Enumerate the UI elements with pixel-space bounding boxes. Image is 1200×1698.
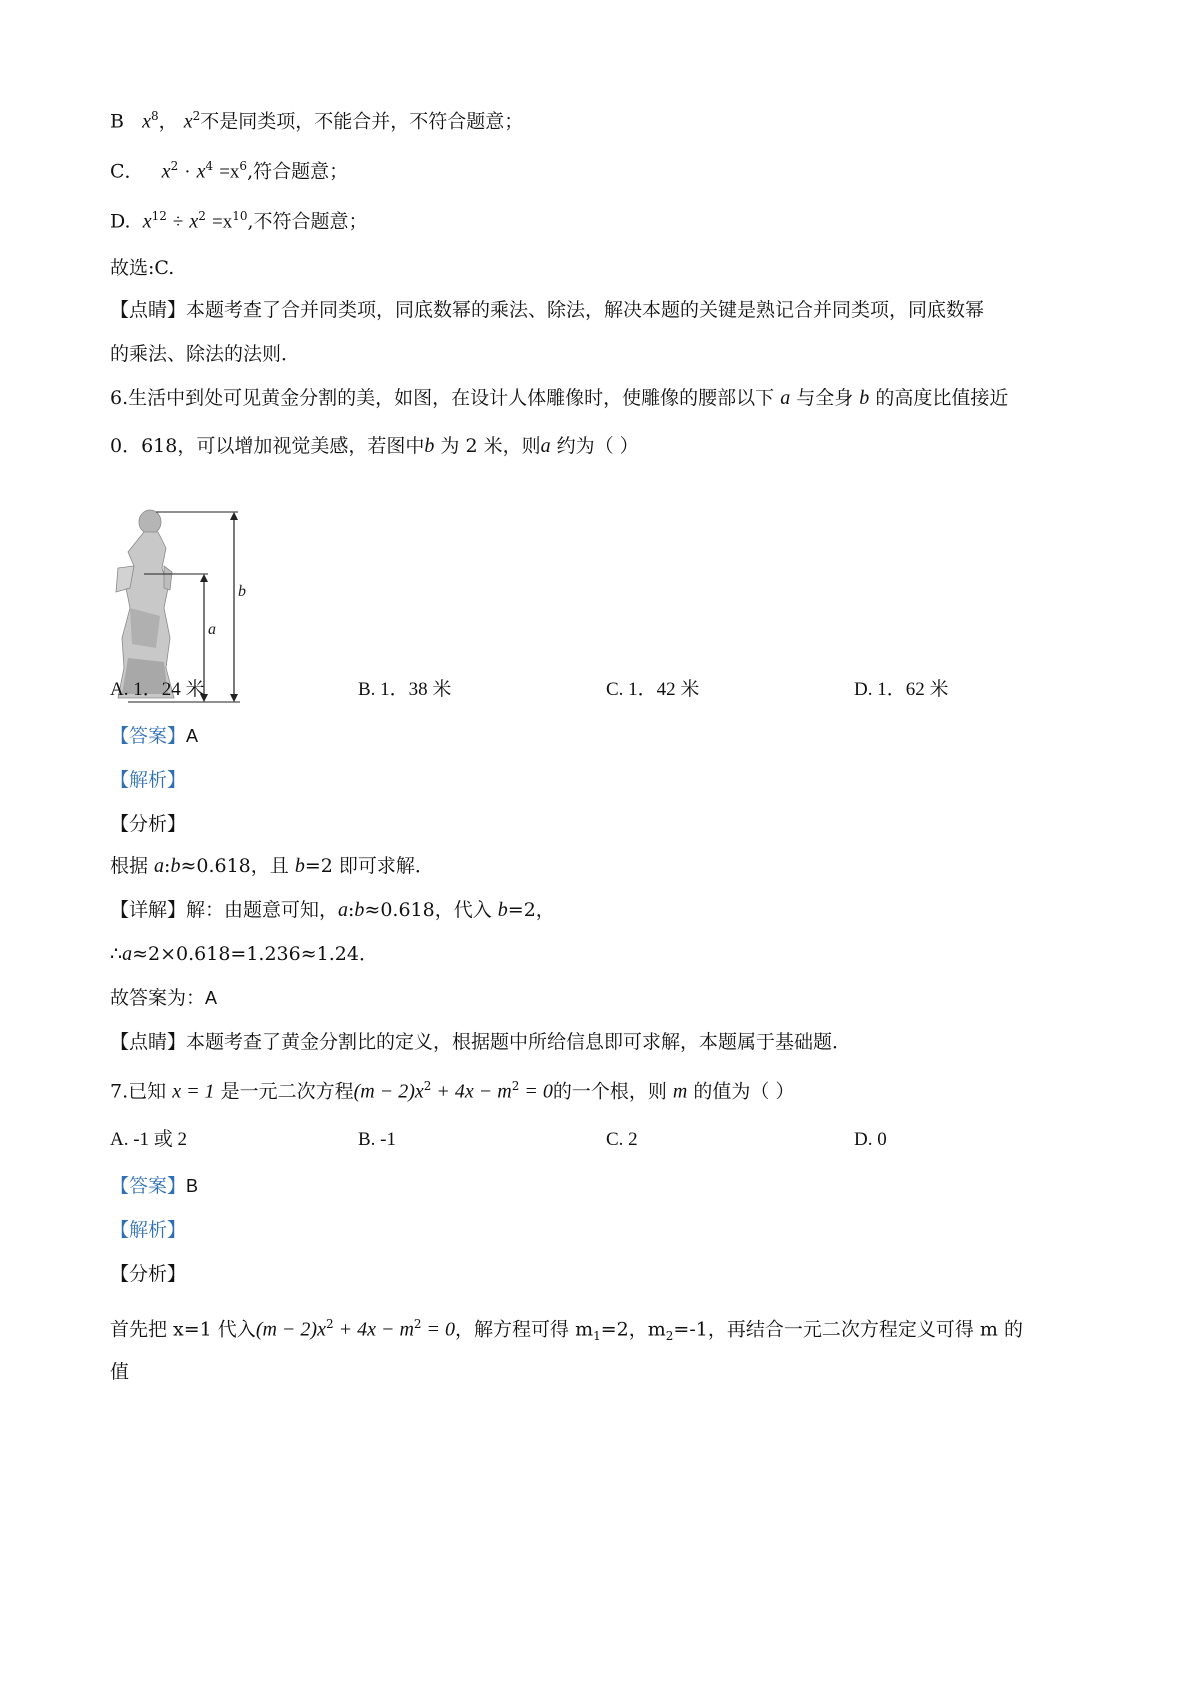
figure-label-a: a (208, 621, 216, 638)
equals-result: =x (211, 211, 233, 233)
q7-fenxi-text (110, 1310, 1023, 1350)
q6-option-b: B. 1．38 米 (358, 679, 452, 700)
exponent: 10 (232, 209, 248, 223)
choose-line: 故选:C. (110, 257, 175, 279)
q6-detail (110, 896, 555, 924)
q7-stem (110, 1072, 794, 1105)
stem-text: 0．618，可以增加视觉美感，若图中 (110, 435, 425, 457)
math-expression: + 4x − m (431, 1080, 512, 1103)
math-var: b (354, 899, 365, 921)
q6-final (110, 984, 217, 1012)
text: =-1，再结合一元二次方程定义可得 m 的 (673, 1318, 1023, 1341)
math-expression: + 4x − m (333, 1318, 414, 1341)
stem-text: 的值为（ ） (693, 1080, 795, 1103)
q6-fenxi-tag: 【分析】 (110, 813, 187, 835)
stem-text: 的高度比值接近 (875, 387, 1009, 409)
q6-option-d: D. 1．62 米 (854, 679, 949, 700)
text: 故答案为： (110, 987, 206, 1009)
math-var: a (338, 899, 349, 921)
math-expression: (m − 2)x (255, 1318, 326, 1341)
q6-therefore (110, 940, 378, 968)
q6-analysis-tag: 【解析】 (110, 769, 187, 791)
math-var: x (196, 160, 206, 183)
q7-option-a: A. -1 或 2 (110, 1129, 188, 1150)
math-expression: = 0 (519, 1080, 553, 1103)
final-answer: A (205, 988, 218, 1008)
q6-option-a: A. 1．24 米 (110, 679, 205, 700)
math-var: b (497, 899, 508, 921)
explanation-text: 不是同类项，不能合并，不符合题意； (200, 110, 524, 133)
q7-fenxi-text-2: 值 (110, 1361, 130, 1383)
answer-tag: 【答案】 (110, 1175, 187, 1197)
math-expression: = 0 (421, 1318, 456, 1341)
q6-option-c: C. 1．42 米 (606, 679, 700, 700)
comma: ， (158, 110, 178, 133)
answer-value: A (186, 726, 199, 746)
text: =2， (507, 899, 555, 921)
comment-line-1: 【点睛】本题考查了合并同类项，同底数幂的乘法、除法，解决本题的关键是熟记合并同类项，同底数幂 (110, 299, 985, 321)
exponent: 12 (151, 209, 167, 223)
equals-result: =x (219, 161, 240, 183)
option-b-explanation (110, 102, 523, 135)
q6-stem-line-1 (110, 384, 1008, 412)
exponent: 2 (413, 1317, 422, 1331)
text: 根据 (110, 855, 155, 877)
answer-tag: 【答案】 (110, 725, 187, 747)
math-expression: (m − 2)x (353, 1080, 424, 1103)
option-d-explanation (110, 202, 368, 236)
exponent: 2 (325, 1317, 334, 1331)
exponent: 2 (192, 109, 201, 123)
statue-image (116, 510, 174, 698)
q6-fenxi-text (110, 852, 434, 880)
text: : (348, 899, 355, 921)
comment-line-2: 的乘法、除法的法则． (110, 343, 301, 365)
option-label: C． (110, 160, 144, 183)
text: : (164, 855, 171, 877)
text: =2 即可求解． (304, 855, 434, 877)
math-var: x (161, 160, 171, 183)
q7-analysis-tag: 【解析】 (110, 1219, 187, 1241)
option-c-explanation (110, 152, 348, 186)
math-var: a (540, 435, 551, 457)
math-var: m (672, 1080, 688, 1103)
text: 首先把 x=1 代入 (110, 1318, 256, 1341)
q7-option-d: D. 0 (854, 1129, 887, 1150)
q6-answer (110, 722, 198, 750)
therefore-symbol: ∴ (110, 943, 123, 965)
text: ≈0.618，代入 (364, 899, 498, 921)
math-var: a (154, 855, 165, 877)
math-var: b (294, 855, 305, 877)
figure-label-b: b (238, 583, 246, 600)
subscript: 2 (665, 1329, 674, 1344)
option-label: B (110, 110, 124, 133)
stem-text: 7.已知 (110, 1080, 167, 1103)
q7-fenxi-tag: 【分析】 (110, 1263, 187, 1285)
math-var: b (859, 387, 870, 409)
exponent: 2 (511, 1079, 520, 1093)
q7-option-b: B. -1 (358, 1129, 396, 1150)
q6-stem-line-2 (110, 432, 639, 460)
math-var: a (122, 943, 133, 965)
exponent: 4 (205, 159, 214, 173)
math-var: a (780, 387, 791, 409)
math-var: b (424, 435, 435, 457)
divide-operator: ÷ (172, 211, 184, 233)
text: =2，m (600, 1318, 666, 1341)
math-var: x (183, 110, 193, 133)
math-var: x (142, 110, 151, 133)
text: ≈0.618，且 (180, 855, 295, 877)
subscript: 1 (593, 1329, 601, 1344)
text: ≈2×0.618=1.236≈1.24． (132, 943, 378, 965)
option-label: D. (110, 210, 131, 233)
text: 【详解】解：由题意可知， (110, 899, 339, 921)
math-expression: x = 1 (172, 1080, 215, 1103)
stem-text: 约为（ ） (556, 435, 639, 457)
stem-text: 与全身 (796, 387, 854, 409)
q7-option-c: C. 2 (606, 1129, 638, 1150)
answer-value: B (186, 1176, 199, 1196)
math-var: b (170, 855, 181, 877)
stem-text: 为 2 米，则 (440, 435, 541, 457)
explanation-text: ,不符合题意； (247, 210, 368, 233)
math-var: x (189, 210, 199, 233)
stem-text: 是一元二次方程 (220, 1080, 354, 1103)
q7-answer (110, 1172, 198, 1200)
stem-text: 的一个根，则 (552, 1080, 667, 1103)
exponent: 8 (150, 109, 159, 123)
explanation-text: ,符合题意； (247, 160, 349, 183)
stem-text: 6.生活中到处可见黄金分割的美，如图，在设计人体雕像时，使雕像的腰部以下 (110, 387, 775, 409)
text: ，解方程可得 m (455, 1318, 594, 1341)
exponent: 2 (170, 159, 179, 173)
exponent: 2 (423, 1079, 432, 1093)
q6-comment: 【点睛】本题考查了黄金分割比的定义，根据题中所给信息即可求解，本题属于基础题． (110, 1031, 852, 1053)
exponent: 6 (239, 159, 248, 173)
exponent: 2 (198, 209, 206, 223)
dot-operator: · (184, 161, 191, 183)
math-var: x (142, 210, 152, 233)
